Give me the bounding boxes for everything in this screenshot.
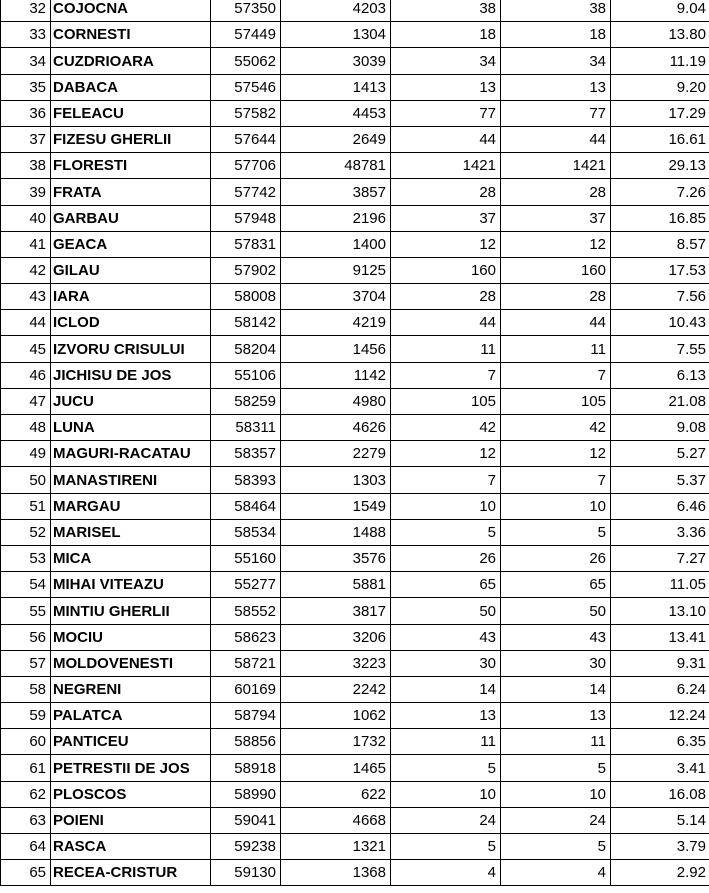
siruta-code-cell: 57706 — [211, 153, 281, 179]
row-index-cell: 48 — [1, 415, 51, 441]
table-row — [1, 807, 709, 833]
cases-cell: 44 — [391, 310, 501, 336]
locality-name-cell: MICA — [51, 545, 211, 571]
locality-name-cell: MARGAU — [51, 493, 211, 519]
cases-total-cell: 7 — [501, 467, 611, 493]
incidence-rate-cell: 17.29 — [611, 100, 709, 126]
siruta-code-cell: 57742 — [211, 179, 281, 205]
locality-name-cell: CORNESTI — [51, 22, 211, 48]
incidence-rate-cell: 9.31 — [611, 650, 709, 676]
row-index-cell: 50 — [1, 467, 51, 493]
row-index-cell: 42 — [1, 257, 51, 283]
locality-name-cell: PANTICEU — [51, 729, 211, 755]
siruta-code-cell: 57644 — [211, 126, 281, 152]
siruta-code-cell: 58721 — [211, 650, 281, 676]
population-cell: 2279 — [281, 441, 391, 467]
row-index-cell: 64 — [1, 834, 51, 860]
row-index-cell: 61 — [1, 755, 51, 781]
row-index-cell: 34 — [1, 48, 51, 74]
siruta-code-cell: 55160 — [211, 545, 281, 571]
row-index-cell: 35 — [1, 74, 51, 100]
table-row — [1, 441, 709, 467]
cases-total-cell: 65 — [501, 572, 611, 598]
row-index-cell: 44 — [1, 310, 51, 336]
siruta-code-cell: 59238 — [211, 834, 281, 860]
siruta-code-cell: 58990 — [211, 781, 281, 807]
cases-total-cell: 43 — [501, 624, 611, 650]
locality-name-cell: DABACA — [51, 74, 211, 100]
locality-name-cell: PETRESTII DE JOS — [51, 755, 211, 781]
cases-total-cell: 160 — [501, 257, 611, 283]
cases-cell: 38 — [391, 0, 501, 22]
row-index-cell: 62 — [1, 781, 51, 807]
siruta-code-cell: 58357 — [211, 441, 281, 467]
incidence-rate-cell: 21.08 — [611, 388, 709, 414]
siruta-code-cell: 57582 — [211, 100, 281, 126]
incidence-rate-cell: 7.55 — [611, 336, 709, 362]
population-cell: 1465 — [281, 755, 391, 781]
incidence-rate-cell: 11.05 — [611, 572, 709, 598]
table-row — [1, 388, 709, 414]
cases-cell: 4 — [391, 860, 501, 886]
siruta-code-cell: 59130 — [211, 860, 281, 886]
table-row — [1, 153, 709, 179]
siruta-code-cell: 58393 — [211, 467, 281, 493]
table-row — [1, 781, 709, 807]
cases-cell: 77 — [391, 100, 501, 126]
cases-cell: 11 — [391, 336, 501, 362]
population-cell: 1456 — [281, 336, 391, 362]
cases-total-cell: 12 — [501, 231, 611, 257]
locality-name-cell: FRATA — [51, 179, 211, 205]
locality-name-cell: FELEACU — [51, 100, 211, 126]
incidence-rate-cell: 6.46 — [611, 493, 709, 519]
population-cell: 3039 — [281, 48, 391, 74]
cases-total-cell: 50 — [501, 598, 611, 624]
locality-name-cell: GARBAU — [51, 205, 211, 231]
locality-name-cell: MAGURI-RACATAU — [51, 441, 211, 467]
row-index-cell: 33 — [1, 22, 51, 48]
population-cell: 3704 — [281, 284, 391, 310]
row-index-cell: 65 — [1, 860, 51, 886]
cases-total-cell: 77 — [501, 100, 611, 126]
siruta-code-cell: 58464 — [211, 493, 281, 519]
cases-cell: 1421 — [391, 153, 501, 179]
population-cell: 2649 — [281, 126, 391, 152]
locality-name-cell: GILAU — [51, 257, 211, 283]
table-row — [1, 336, 709, 362]
row-index-cell: 46 — [1, 362, 51, 388]
table-row — [1, 0, 709, 22]
locality-name-cell: JUCU — [51, 388, 211, 414]
cases-total-cell: 14 — [501, 676, 611, 702]
population-cell: 4453 — [281, 100, 391, 126]
table-row — [1, 860, 709, 886]
population-cell: 4203 — [281, 0, 391, 22]
cases-total-cell: 5 — [501, 755, 611, 781]
cases-total-cell: 26 — [501, 545, 611, 571]
row-index-cell: 36 — [1, 100, 51, 126]
siruta-code-cell: 58623 — [211, 624, 281, 650]
locality-name-cell: GEACA — [51, 231, 211, 257]
siruta-code-cell: 55106 — [211, 362, 281, 388]
population-cell: 1549 — [281, 493, 391, 519]
row-index-cell: 39 — [1, 179, 51, 205]
table-row — [1, 572, 709, 598]
incidence-rate-cell: 9.04 — [611, 0, 709, 22]
table-row — [1, 598, 709, 624]
incidence-rate-cell: 13.10 — [611, 598, 709, 624]
table-row — [1, 755, 709, 781]
table-row — [1, 362, 709, 388]
population-cell: 5881 — [281, 572, 391, 598]
cases-total-cell: 44 — [501, 126, 611, 152]
cases-cell: 5 — [391, 519, 501, 545]
table-row — [1, 48, 709, 74]
table-row — [1, 545, 709, 571]
table-row — [1, 126, 709, 152]
siruta-code-cell: 58008 — [211, 284, 281, 310]
incidence-rate-cell: 13.80 — [611, 22, 709, 48]
cases-total-cell: 24 — [501, 807, 611, 833]
row-index-cell: 38 — [1, 153, 51, 179]
cases-total-cell: 5 — [501, 519, 611, 545]
cases-cell: 28 — [391, 179, 501, 205]
population-cell: 2196 — [281, 205, 391, 231]
row-index-cell: 43 — [1, 284, 51, 310]
population-cell: 4980 — [281, 388, 391, 414]
locality-name-cell: MINTIU GHERLII — [51, 598, 211, 624]
locality-name-cell: IZVORU CRISULUI — [51, 336, 211, 362]
population-cell: 1368 — [281, 860, 391, 886]
cases-total-cell: 10 — [501, 781, 611, 807]
siruta-code-cell: 58856 — [211, 729, 281, 755]
locality-name-cell: NEGRENI — [51, 676, 211, 702]
locality-name-cell: RECEA-CRISTUR — [51, 860, 211, 886]
row-index-cell: 60 — [1, 729, 51, 755]
cases-cell: 12 — [391, 441, 501, 467]
incidence-rate-cell: 17.53 — [611, 257, 709, 283]
cases-cell: 14 — [391, 676, 501, 702]
table-body — [1, 0, 709, 886]
population-cell: 1400 — [281, 231, 391, 257]
siruta-code-cell: 58311 — [211, 415, 281, 441]
cases-total-cell: 13 — [501, 703, 611, 729]
incidence-rate-cell: 6.35 — [611, 729, 709, 755]
locality-name-cell: CUZDRIOARA — [51, 48, 211, 74]
row-index-cell: 40 — [1, 205, 51, 231]
table-row — [1, 22, 709, 48]
table-row — [1, 729, 709, 755]
row-index-cell: 54 — [1, 572, 51, 598]
table-row — [1, 100, 709, 126]
incidence-rate-cell: 3.79 — [611, 834, 709, 860]
table-row — [1, 676, 709, 702]
incidence-rate-cell: 7.27 — [611, 545, 709, 571]
table-row — [1, 650, 709, 676]
cases-cell: 12 — [391, 231, 501, 257]
locality-name-cell: FLORESTI — [51, 153, 211, 179]
siruta-code-cell: 58142 — [211, 310, 281, 336]
table-row — [1, 519, 709, 545]
siruta-code-cell: 58534 — [211, 519, 281, 545]
incidence-rate-cell: 7.26 — [611, 179, 709, 205]
incidence-rate-cell: 5.14 — [611, 807, 709, 833]
row-index-cell: 56 — [1, 624, 51, 650]
siruta-code-cell: 58259 — [211, 388, 281, 414]
table-row — [1, 310, 709, 336]
incidence-rate-cell: 29.13 — [611, 153, 709, 179]
siruta-code-cell: 58918 — [211, 755, 281, 781]
siruta-code-cell: 58794 — [211, 703, 281, 729]
incidence-rate-cell: 5.37 — [611, 467, 709, 493]
cases-total-cell: 11 — [501, 336, 611, 362]
table-row — [1, 74, 709, 100]
row-index-cell: 47 — [1, 388, 51, 414]
cases-cell: 13 — [391, 703, 501, 729]
row-index-cell: 49 — [1, 441, 51, 467]
row-index-cell: 63 — [1, 807, 51, 833]
population-cell: 1304 — [281, 22, 391, 48]
population-cell: 4626 — [281, 415, 391, 441]
incidence-rate-cell: 8.57 — [611, 231, 709, 257]
population-cell: 1732 — [281, 729, 391, 755]
cases-cell: 24 — [391, 807, 501, 833]
locality-name-cell: MOLDOVENESTI — [51, 650, 211, 676]
cases-cell: 44 — [391, 126, 501, 152]
population-cell: 1303 — [281, 467, 391, 493]
cases-cell: 10 — [391, 493, 501, 519]
incidence-rate-cell: 16.85 — [611, 205, 709, 231]
row-index-cell: 58 — [1, 676, 51, 702]
table-row — [1, 415, 709, 441]
siruta-code-cell: 60169 — [211, 676, 281, 702]
cases-total-cell: 44 — [501, 310, 611, 336]
cases-cell: 5 — [391, 834, 501, 860]
siruta-code-cell: 58552 — [211, 598, 281, 624]
population-cell: 3223 — [281, 650, 391, 676]
cases-total-cell: 12 — [501, 441, 611, 467]
siruta-code-cell: 55062 — [211, 48, 281, 74]
incidence-rate-cell: 7.56 — [611, 284, 709, 310]
locality-name-cell: MIHAI VITEAZU — [51, 572, 211, 598]
row-index-cell: 59 — [1, 703, 51, 729]
incidence-rate-cell: 2.92 — [611, 860, 709, 886]
locality-name-cell: JICHISU DE JOS — [51, 362, 211, 388]
incidence-rate-cell: 3.41 — [611, 755, 709, 781]
incidence-rate-cell: 11.19 — [611, 48, 709, 74]
row-index-cell: 41 — [1, 231, 51, 257]
incidence-rate-cell: 3.36 — [611, 519, 709, 545]
locality-name-cell: PLOSCOS — [51, 781, 211, 807]
siruta-code-cell: 57546 — [211, 74, 281, 100]
cases-cell: 105 — [391, 388, 501, 414]
locality-name-cell: PALATCA — [51, 703, 211, 729]
locality-name-cell: IARA — [51, 284, 211, 310]
incidence-rate-cell: 16.08 — [611, 781, 709, 807]
table-row — [1, 834, 709, 860]
cases-cell: 13 — [391, 74, 501, 100]
siruta-code-cell: 57831 — [211, 231, 281, 257]
siruta-code-cell: 57350 — [211, 0, 281, 22]
population-cell: 3576 — [281, 545, 391, 571]
table-row — [1, 624, 709, 650]
cases-cell: 26 — [391, 545, 501, 571]
population-cell: 1488 — [281, 519, 391, 545]
cases-total-cell: 34 — [501, 48, 611, 74]
population-cell: 1142 — [281, 362, 391, 388]
locality-name-cell: COJOCNA — [51, 0, 211, 22]
locality-name-cell: ICLOD — [51, 310, 211, 336]
row-index-cell: 53 — [1, 545, 51, 571]
incidence-rate-cell: 6.13 — [611, 362, 709, 388]
population-cell: 3206 — [281, 624, 391, 650]
siruta-code-cell: 59041 — [211, 807, 281, 833]
cases-total-cell: 28 — [501, 284, 611, 310]
cases-cell: 10 — [391, 781, 501, 807]
row-index-cell: 57 — [1, 650, 51, 676]
cases-cell: 50 — [391, 598, 501, 624]
cases-cell: 43 — [391, 624, 501, 650]
row-index-cell: 51 — [1, 493, 51, 519]
table-row — [1, 467, 709, 493]
population-cell: 1413 — [281, 74, 391, 100]
cases-total-cell: 7 — [501, 362, 611, 388]
cases-total-cell: 38 — [501, 0, 611, 22]
table-row — [1, 179, 709, 205]
locality-name-cell: POIENI — [51, 807, 211, 833]
cases-total-cell: 10 — [501, 493, 611, 519]
row-index-cell: 32 — [1, 0, 51, 22]
cases-cell: 34 — [391, 48, 501, 74]
locality-name-cell: LUNA — [51, 415, 211, 441]
cases-total-cell: 42 — [501, 415, 611, 441]
table-row — [1, 493, 709, 519]
row-index-cell: 55 — [1, 598, 51, 624]
row-index-cell: 52 — [1, 519, 51, 545]
cases-cell: 7 — [391, 362, 501, 388]
population-cell: 3857 — [281, 179, 391, 205]
population-cell: 4668 — [281, 807, 391, 833]
cases-cell: 28 — [391, 284, 501, 310]
cases-cell: 160 — [391, 257, 501, 283]
cases-total-cell: 11 — [501, 729, 611, 755]
incidence-rate-cell: 5.27 — [611, 441, 709, 467]
population-cell: 622 — [281, 781, 391, 807]
cases-total-cell: 30 — [501, 650, 611, 676]
locality-name-cell: MOCIU — [51, 624, 211, 650]
locality-name-cell: FIZESU GHERLII — [51, 126, 211, 152]
table-row — [1, 231, 709, 257]
population-cell: 2242 — [281, 676, 391, 702]
siruta-code-cell: 57948 — [211, 205, 281, 231]
population-cell: 4219 — [281, 310, 391, 336]
locality-name-cell: MANASTIRENI — [51, 467, 211, 493]
incidence-rate-cell: 12.24 — [611, 703, 709, 729]
cases-total-cell: 13 — [501, 74, 611, 100]
incidence-rate-cell: 9.08 — [611, 415, 709, 441]
locality-name-cell: RASCA — [51, 834, 211, 860]
cases-cell: 5 — [391, 755, 501, 781]
cases-total-cell: 105 — [501, 388, 611, 414]
incidence-rate-cell: 9.20 — [611, 74, 709, 100]
siruta-code-cell: 55277 — [211, 572, 281, 598]
population-cell: 1321 — [281, 834, 391, 860]
cases-cell: 18 — [391, 22, 501, 48]
incidence-rate-cell: 6.24 — [611, 676, 709, 702]
cases-cell: 30 — [391, 650, 501, 676]
cases-cell: 42 — [391, 415, 501, 441]
cases-cell: 11 — [391, 729, 501, 755]
population-cell: 1062 — [281, 703, 391, 729]
incidence-rate-cell: 16.61 — [611, 126, 709, 152]
cases-total-cell: 28 — [501, 179, 611, 205]
cases-cell: 37 — [391, 205, 501, 231]
incidence-rate-cell: 10.43 — [611, 310, 709, 336]
siruta-code-cell: 57449 — [211, 22, 281, 48]
table-row — [1, 257, 709, 283]
cases-cell: 65 — [391, 572, 501, 598]
cases-total-cell: 4 — [501, 860, 611, 886]
cases-cell: 7 — [391, 467, 501, 493]
population-cell: 48781 — [281, 153, 391, 179]
table-row — [1, 205, 709, 231]
locality-name-cell: MARISEL — [51, 519, 211, 545]
cases-total-cell: 5 — [501, 834, 611, 860]
population-cell: 9125 — [281, 257, 391, 283]
siruta-code-cell: 58204 — [211, 336, 281, 362]
row-index-cell: 45 — [1, 336, 51, 362]
cases-total-cell: 1421 — [501, 153, 611, 179]
table-row — [1, 703, 709, 729]
population-cell: 3817 — [281, 598, 391, 624]
siruta-code-cell: 57902 — [211, 257, 281, 283]
table-row — [1, 284, 709, 310]
cases-total-cell: 37 — [501, 205, 611, 231]
row-index-cell: 37 — [1, 126, 51, 152]
incidence-rate-cell: 13.41 — [611, 624, 709, 650]
cases-total-cell: 18 — [501, 22, 611, 48]
